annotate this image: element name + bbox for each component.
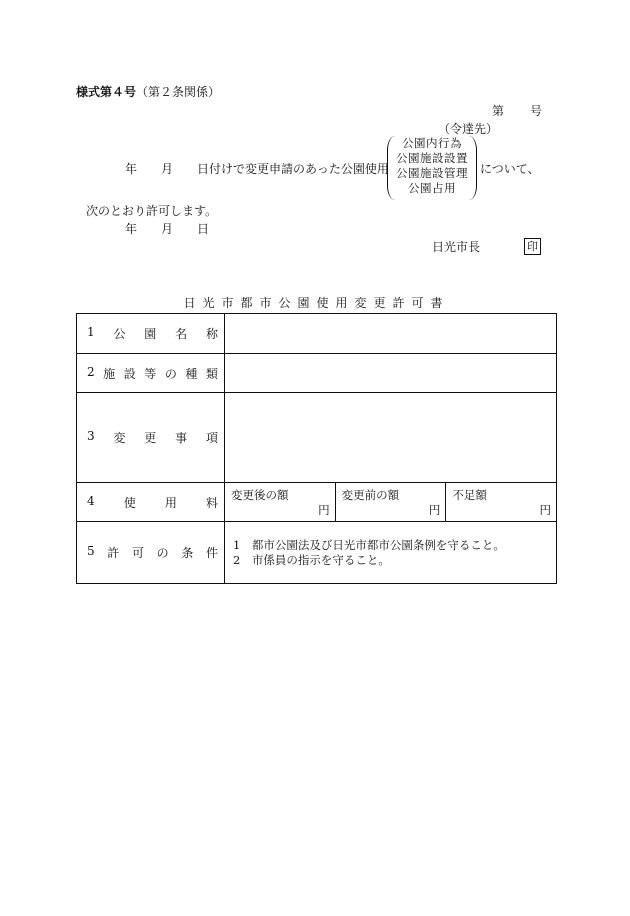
row-number: 2 [87,364,95,379]
row-number: 1 [87,325,95,339]
usage-option: 公園占用 [408,181,456,195]
facility-type-cell[interactable] [225,354,557,393]
row-label-text [77,325,224,342]
row-label-char: 更 [144,431,157,445]
doc-title: 日光市都市公園使用変更許可書 [183,296,450,310]
row-label-char: 使 [123,495,136,510]
number-line [492,104,542,118]
form-number: 様式第４号 [76,85,137,99]
fee-unit: 円 [318,503,330,517]
row-label-char: 項 [205,431,218,445]
fee-shortfall[interactable] [445,483,556,521]
fee-before-change[interactable] [335,483,446,521]
row-label-char: 公 [113,327,126,341]
row-label-char: 種 [185,366,198,381]
row-label-char: 件 [205,546,218,560]
row-label-char: 類 [205,366,218,381]
usage-type-options [387,136,477,200]
row-label-text [77,429,224,446]
issue-day: 日 [197,222,210,236]
row-label-char: の [156,546,169,560]
row-label-char: 設 [123,366,136,381]
fee-after-change[interactable] [225,483,335,521]
addressee: （令達先） [438,122,499,136]
row-label-char: 料 [205,495,218,510]
sentence-line2: 次のとおり許可します。 [86,204,218,218]
usage-option: 公園内行為 [402,136,462,150]
fee-unit: 円 [428,503,441,517]
issue-month: 月 [161,222,174,236]
fee-unit: 円 [539,503,552,517]
conditions-cell [225,522,557,584]
row-label [77,522,225,584]
row-label-text [77,365,224,382]
row-label-char: 称 [205,327,218,341]
table-row [77,522,557,584]
row-label [77,314,225,354]
fee-label: 変更前の額 [341,488,400,502]
fee-label: 変更後の額 [231,488,289,502]
table-row [77,483,557,522]
signer-name: 日光市長 [432,240,481,254]
seal-icon: 印 [524,238,541,255]
row-label-char: 許 [107,546,120,560]
sentence-rest: 日付けで変更申請のあった公園使用 [197,162,389,176]
row-label-char: の [164,366,177,381]
row-label [77,393,225,483]
row-label-char: 名 [175,327,188,341]
usage-option: 公園施設設置 [396,151,468,165]
row-number: 3 [87,429,95,443]
row-label-char: 園 [144,327,157,341]
row-label-text [77,544,224,561]
conditions-list [225,538,556,568]
row-label-char: 施 [103,366,116,381]
usage-option: 公園施設管理 [396,166,468,180]
row-label-char: 条 [181,546,194,560]
form-reference: （第２条関係） [136,85,221,99]
row-label-char: 用 [164,495,177,510]
condition-item: 1 都市公園法及び日光市都市公園条例を守ること。 [233,537,505,552]
change-items-cell[interactable] [225,393,557,483]
table-row [77,393,557,483]
fee-group [225,483,556,521]
permit-table [76,313,557,584]
table-row [77,314,557,354]
row-label-char: 事 [175,431,188,445]
number-suffix: 号 [530,104,543,118]
condition-item: 2 市係員の指示を守ること。 [233,552,390,567]
row-label-char: 可 [131,546,144,560]
sentence-month: 月 [161,162,174,176]
fee-label: 不足額 [452,488,487,502]
issue-year: 年 [125,222,138,236]
fee-cell [225,483,557,522]
row-number: 5 [87,544,95,558]
issue-date [125,222,209,236]
row-number: 4 [87,493,95,508]
number-prefix: 第 [492,104,505,118]
sentence-after: について、 [480,162,540,176]
sentence-year: 年 [125,162,138,176]
row-label-text [77,494,224,511]
form-label [76,85,220,99]
table-row [77,354,557,393]
sentence-date [125,162,389,176]
row-label [77,354,225,393]
row-label [77,483,225,522]
park-name-cell[interactable] [225,314,557,354]
row-label-char: 変 [113,431,126,445]
row-label-char: 等 [144,366,157,381]
